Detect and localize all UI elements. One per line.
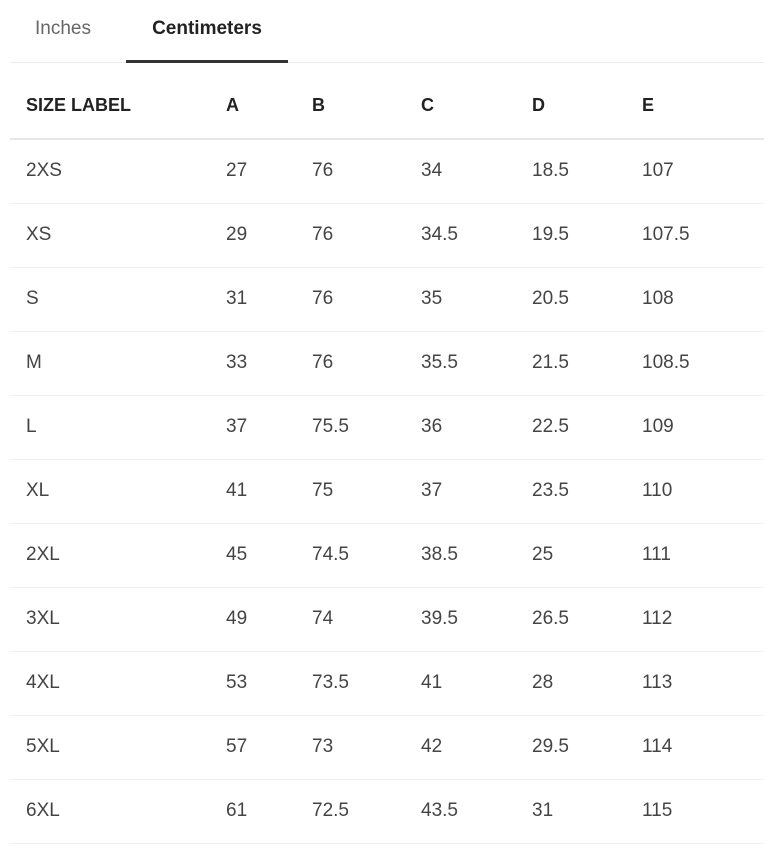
cell-a: 53 [226, 651, 312, 715]
table-row [10, 331, 764, 395]
cell-a: 27 [226, 139, 312, 203]
cell-b: 74 [312, 587, 421, 651]
cell-c: 35 [421, 267, 532, 331]
cell-size-label: M [10, 331, 226, 395]
cell-d: 25 [532, 523, 642, 587]
tab-centimeters[interactable]: Centimeters [126, 0, 288, 63]
table-row [10, 139, 764, 203]
table-row [10, 651, 764, 715]
cell-d: 22.5 [532, 395, 642, 459]
header-b: B [312, 73, 421, 139]
table-body [10, 139, 764, 843]
cell-c: 38.5 [421, 523, 532, 587]
cell-e: 114 [642, 715, 764, 779]
cell-size-label: 4XL [10, 651, 226, 715]
cell-b: 76 [312, 267, 421, 331]
cell-e: 108 [642, 267, 764, 331]
cell-size-label: 2XL [10, 523, 226, 587]
cell-d: 23.5 [532, 459, 642, 523]
cell-a: 61 [226, 779, 312, 843]
table-header-row [10, 73, 764, 139]
cell-b: 76 [312, 203, 421, 267]
table-row [10, 267, 764, 331]
cell-a: 37 [226, 395, 312, 459]
cell-e: 115 [642, 779, 764, 843]
cell-a: 33 [226, 331, 312, 395]
cell-b: 76 [312, 139, 421, 203]
cell-c: 36 [421, 395, 532, 459]
size-chart-table [10, 73, 764, 844]
cell-size-label: S [10, 267, 226, 331]
cell-c: 34.5 [421, 203, 532, 267]
cell-b: 75.5 [312, 395, 421, 459]
tab-inches[interactable]: Inches [35, 18, 91, 39]
cell-b: 73.5 [312, 651, 421, 715]
cell-c: 37 [421, 459, 532, 523]
cell-c: 41 [421, 651, 532, 715]
cell-e: 112 [642, 587, 764, 651]
cell-a: 45 [226, 523, 312, 587]
cell-c: 42 [421, 715, 532, 779]
cell-b: 76 [312, 331, 421, 395]
cell-e: 107 [642, 139, 764, 203]
cell-d: 31 [532, 779, 642, 843]
cell-size-label: 6XL [10, 779, 226, 843]
cell-a: 31 [226, 267, 312, 331]
cell-e: 111 [642, 523, 764, 587]
table-row [10, 523, 764, 587]
cell-d: 19.5 [532, 203, 642, 267]
cell-size-label: 3XL [10, 587, 226, 651]
cell-b: 73 [312, 715, 421, 779]
cell-d: 20.5 [532, 267, 642, 331]
cell-size-label: XS [10, 203, 226, 267]
cell-size-label: 5XL [10, 715, 226, 779]
cell-e: 107.5 [642, 203, 764, 267]
cell-d: 26.5 [532, 587, 642, 651]
header-a: A [226, 73, 312, 139]
header-d: D [532, 73, 642, 139]
cell-size-label: XL [10, 459, 226, 523]
cell-e: 113 [642, 651, 764, 715]
cell-c: 35.5 [421, 331, 532, 395]
cell-b: 72.5 [312, 779, 421, 843]
cell-c: 39.5 [421, 587, 532, 651]
table-row [10, 587, 764, 651]
cell-d: 18.5 [532, 139, 642, 203]
cell-a: 49 [226, 587, 312, 651]
cell-d: 21.5 [532, 331, 642, 395]
cell-a: 41 [226, 459, 312, 523]
cell-a: 57 [226, 715, 312, 779]
cell-d: 29.5 [532, 715, 642, 779]
header-c: C [421, 73, 532, 139]
cell-b: 74.5 [312, 523, 421, 587]
unit-tabs [10, 0, 764, 63]
cell-e: 110 [642, 459, 764, 523]
table-row [10, 203, 764, 267]
table-row [10, 459, 764, 523]
cell-c: 34 [421, 139, 532, 203]
cell-a: 29 [226, 203, 312, 267]
cell-b: 75 [312, 459, 421, 523]
cell-size-label: 2XS [10, 139, 226, 203]
table-row [10, 395, 764, 459]
cell-size-label: L [10, 395, 226, 459]
header-e: E [642, 73, 764, 139]
cell-e: 108.5 [642, 331, 764, 395]
header-size-label: SIZE LABEL [10, 73, 226, 139]
table-row [10, 779, 764, 843]
cell-d: 28 [532, 651, 642, 715]
table-row [10, 715, 764, 779]
cell-e: 109 [642, 395, 764, 459]
cell-c: 43.5 [421, 779, 532, 843]
